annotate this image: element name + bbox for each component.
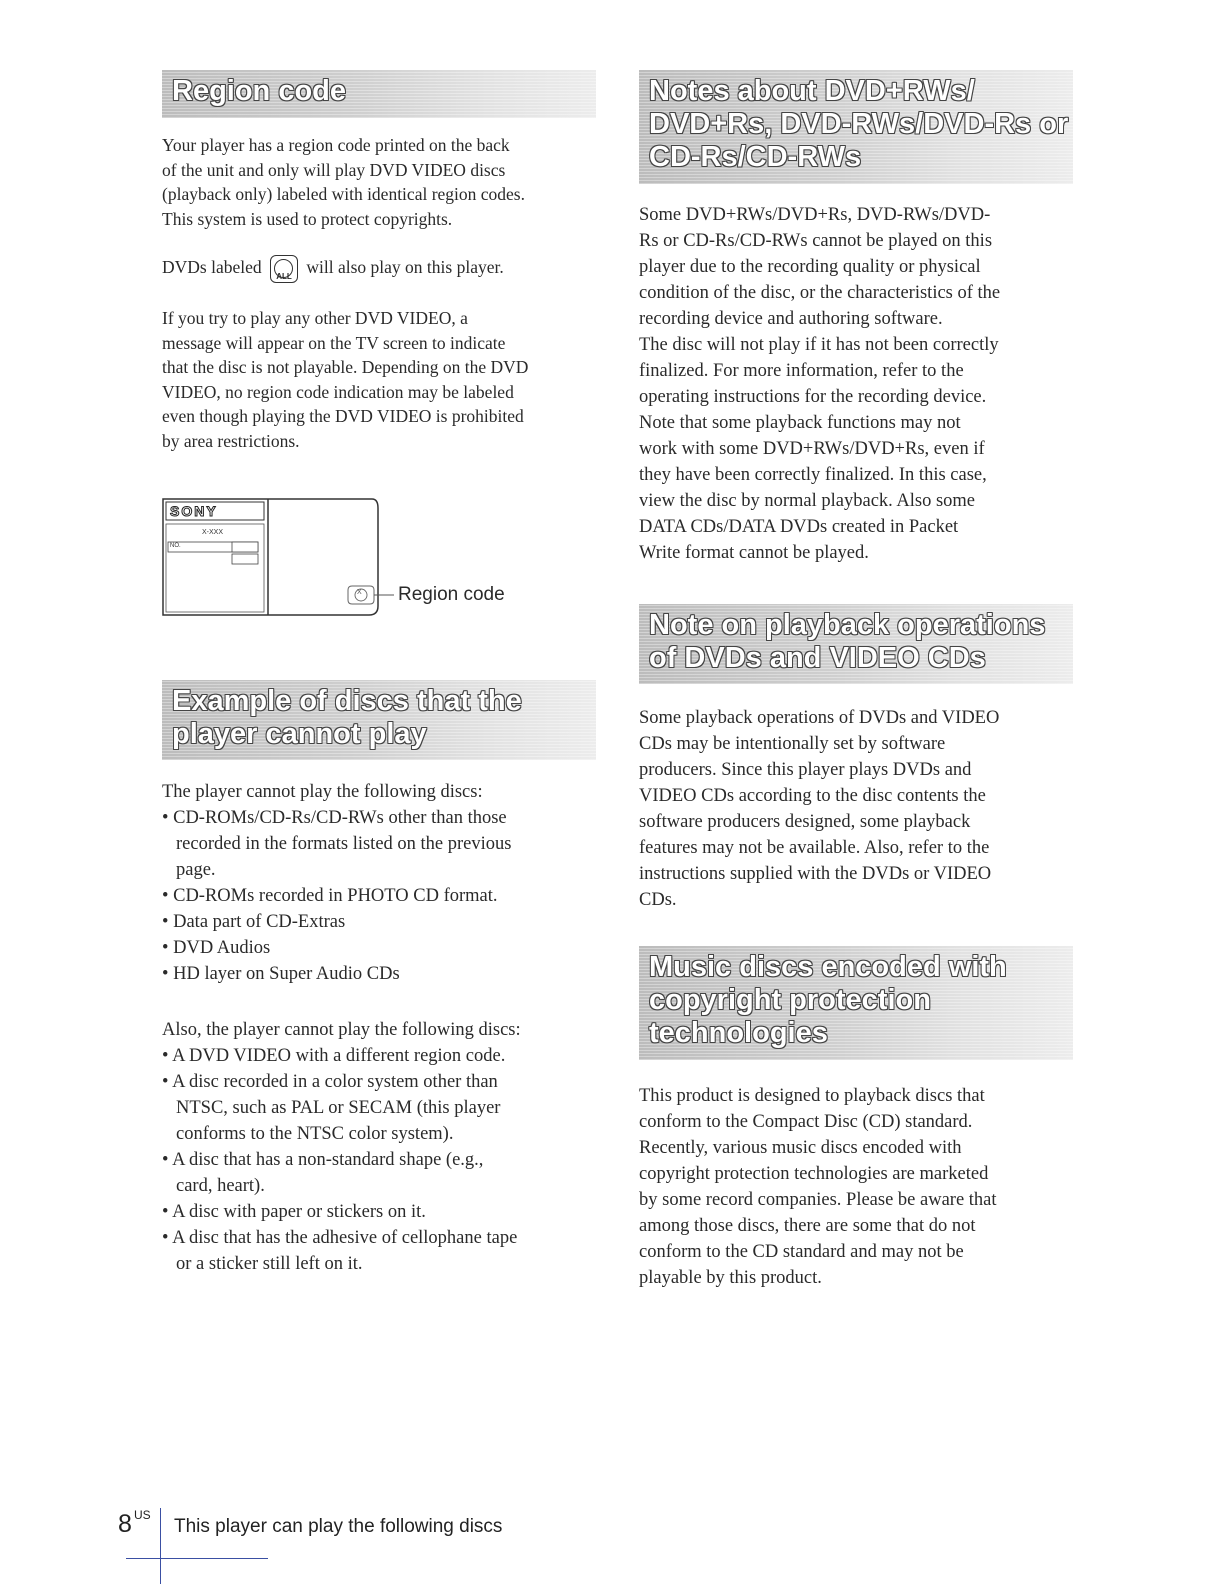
text-line: (playback only) labeled with identical region codes. — [162, 184, 525, 204]
text-line: condition of the disc, or the characteristics of the — [639, 283, 1001, 303]
footer-title: This player can play the following discs — [174, 1516, 503, 1537]
text-line: message will appear on the TV screen to indicate — [162, 332, 506, 353]
heading-line: Note on playback operations — [649, 609, 1046, 641]
text-line: The disc will not play if it has not been correctly — [639, 335, 999, 355]
text-line: DATA CDs/DATA DVDs created in Packet — [639, 517, 959, 537]
list-item: • Data part of CD-Extras — [162, 912, 346, 932]
text-line: player due to the recording quality or physical — [639, 257, 981, 277]
region-code-callout: Region code — [398, 584, 505, 605]
text-segment: will also play on this player. — [306, 257, 504, 277]
heading-line: Notes about DVD+RWs/ — [649, 75, 975, 107]
region-label-illustration — [162, 498, 380, 616]
playback-operations-body — [639, 705, 1073, 913]
region-paragraph-3 — [162, 306, 596, 453]
page-footer — [118, 1508, 718, 1584]
page-region-suffix: US — [134, 1508, 151, 1522]
text-line: work with some DVD+RWs/DVD+Rs, even if — [639, 439, 985, 459]
heading-line: player cannot play — [172, 718, 427, 750]
music-discs-body — [639, 1083, 1073, 1291]
text-line: The player cannot play the following discs: — [162, 782, 483, 802]
heading-line: Example of discs that the — [172, 685, 522, 717]
page-number: 8 — [118, 1510, 132, 1538]
text-line: Also, the player cannot play the following discs: — [162, 1020, 521, 1040]
all-region-label: ALL — [276, 271, 292, 281]
text-line: conform to the Compact Disc (CD) standard. — [639, 1112, 973, 1132]
text-line: Write format cannot be played. — [639, 543, 869, 563]
text-line: they have been correctly finalized. In this case, — [639, 465, 987, 485]
text-line: Some playback operations of DVDs and VIDEO — [639, 708, 1000, 728]
cannot-play-list-2 — [162, 1017, 596, 1277]
list-item: • CD-ROMs recorded in PHOTO CD format. — [162, 886, 498, 906]
text-line: copyright protection technologies are marketed — [639, 1164, 989, 1184]
music-discs-heading — [639, 946, 1073, 1060]
text-line: among those discs, there are some that do not — [639, 1216, 976, 1236]
text-line: recording device and authoring software. — [639, 309, 943, 329]
list-item-continued: conforms to the NTSC color system). — [176, 1124, 454, 1144]
playback-operations-heading — [639, 604, 1073, 684]
text-line: This system is used to protect copyrights. — [162, 208, 453, 229]
text-line: by some record companies. Please be aware that — [639, 1190, 997, 1210]
text-line: Recently, various music discs encoded with — [639, 1138, 962, 1158]
region-paragraph-2 — [162, 252, 596, 283]
notes-dvd-heading — [639, 70, 1073, 184]
text-line: Your player has a region code printed on the back — [162, 135, 510, 155]
text-line: Rs or CD-Rs/CD-RWs cannot be played on this — [639, 231, 993, 251]
text-line: view the disc by normal playback. Also some — [639, 491, 976, 511]
text-line: producers. Since this player plays DVDs and — [639, 760, 972, 780]
heading-line: Region code — [172, 75, 347, 107]
text-line: of the unit and only will play DVD VIDEO discs — [162, 159, 506, 180]
list-item: • A DVD VIDEO with a different region code. — [162, 1046, 506, 1066]
heading-line: copyright protection — [649, 984, 931, 1016]
region-paragraph-1 — [162, 133, 596, 231]
list-item: • A disc recorded in a color system other than — [162, 1072, 498, 1092]
text-line: Note that some playback functions may not — [639, 413, 961, 433]
text-line: finalized. For more information, refer to the — [639, 361, 964, 381]
model-number: X-XXX — [202, 529, 224, 536]
region-code-heading — [162, 70, 596, 118]
text-line: instructions supplied with the DVDs or VIDEO — [639, 864, 992, 884]
text-line: playable by this product. — [639, 1268, 822, 1288]
heading-line: of DVDs and VIDEO CDs — [649, 642, 986, 674]
list-item-continued: page. — [176, 860, 216, 880]
text-line: operating instructions for the recording device. — [639, 387, 987, 407]
footer-divider — [160, 1508, 161, 1584]
list-item: • A disc with paper or stickers on it. — [162, 1202, 426, 1222]
notes-dvd-body — [639, 202, 1073, 566]
text-line: CDs. — [639, 890, 677, 910]
text-line: CDs may be intentionally set by software — [639, 734, 946, 754]
region-code-mark: X — [357, 589, 362, 596]
list-item: • DVD Audios — [162, 938, 271, 958]
list-item: • CD-ROMs/CD-Rs/CD-RWs other than those — [162, 808, 507, 828]
list-item: • HD layer on Super Audio CDs — [162, 964, 400, 984]
text-line: This product is designed to playback discs that — [639, 1086, 985, 1106]
text-segment: DVDs labeled — [162, 257, 262, 277]
serial-label: NO. — [170, 543, 181, 549]
text-line: even though playing the DVD VIDEO is prohibited — [162, 406, 524, 426]
list-item: • A disc that has the adhesive of cellophane tape — [162, 1228, 518, 1248]
sony-logo: SONY — [170, 503, 218, 519]
text-line: Some DVD+RWs/DVD+Rs, DVD-RWs/DVD- — [639, 205, 991, 225]
all-region-icon — [270, 255, 298, 283]
text-line: VIDEO, no region code indication may be labeled — [162, 381, 514, 402]
heading-line: technologies — [649, 1017, 828, 1049]
footer-rule — [126, 1558, 268, 1559]
text-line: If you try to play any other DVD VIDEO, a — [162, 308, 468, 328]
heading-line: DVD+Rs, DVD-RWs/DVD-Rs or — [649, 108, 1069, 140]
list-item-continued: card, heart). — [176, 1176, 265, 1196]
cannot-play-list-1 — [162, 779, 596, 987]
text-line: conform to the CD standard and may not be — [639, 1242, 964, 1262]
text-line: by area restrictions. — [162, 430, 300, 451]
heading-line: Music discs encoded with — [649, 951, 1007, 983]
text-line: software producers designed, some playback — [639, 812, 971, 832]
text-line: features may not be available. Also, refer to the — [639, 838, 990, 858]
list-item-continued: or a sticker still left on it. — [176, 1254, 363, 1274]
text-line: that the disc is not playable. Depending on the DVD — [162, 357, 529, 377]
list-item-continued: NTSC, such as PAL or SECAM (this player — [176, 1098, 501, 1118]
list-item: • A disc that has a non-standard shape (e.g., — [162, 1150, 484, 1170]
list-item-continued: recorded in the formats listed on the previous — [176, 834, 512, 854]
cannot-play-heading — [162, 680, 596, 760]
heading-line: CD-Rs/CD-RWs — [649, 141, 862, 173]
text-line: VIDEO CDs according to the disc contents the — [639, 786, 986, 806]
